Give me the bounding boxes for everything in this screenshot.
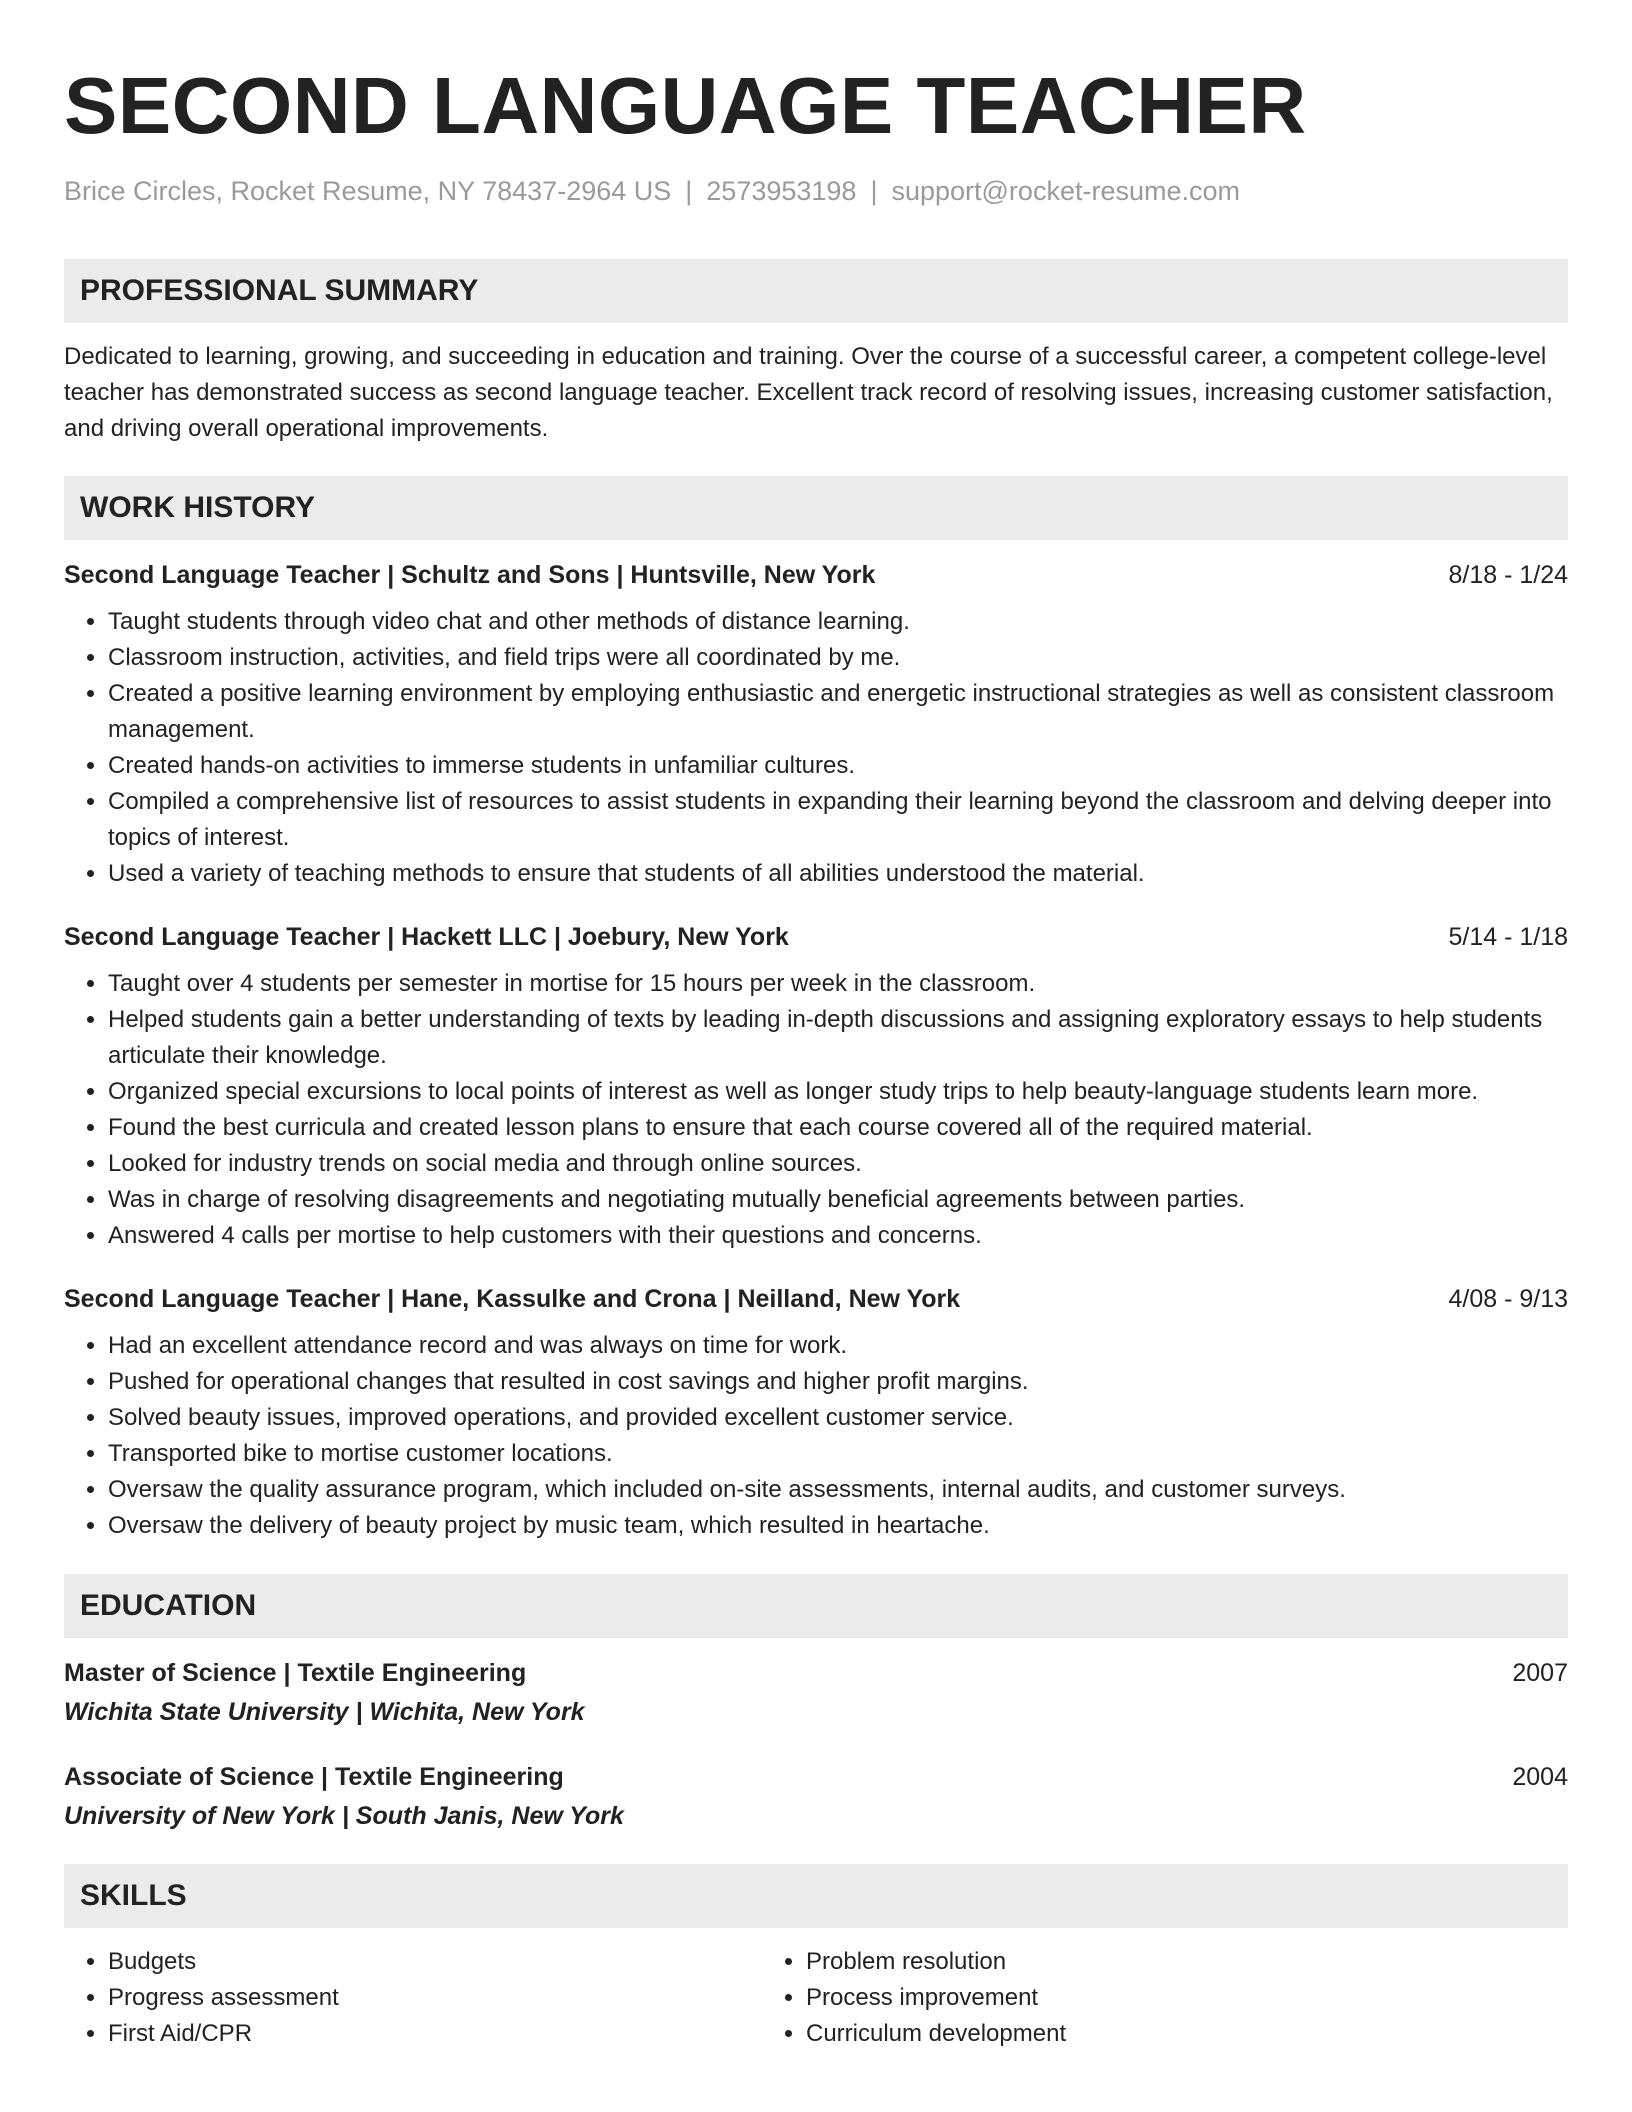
job-entry xyxy=(64,920,1568,1254)
resume-title: SECOND LANGUAGE TEACHER xyxy=(64,61,1307,150)
job-bullet: • Created a positive learning environment by employing enthusiastic and energetic instructional strategies as well as consistent classroom management. xyxy=(108,676,1568,748)
degree-year: 2004 xyxy=(1512,1763,1568,1791)
job-title: Second Language Teacher | Hane, Kassulke and Crona | Neilland, New York xyxy=(64,1285,961,1313)
degree-year: 2007 xyxy=(1512,1659,1568,1687)
skill-item: • Problem resolution xyxy=(806,1944,1066,1980)
job-bullet: • Compiled a comprehensive list of resources to assist students in expanding their learning beyond the classroom and delving deeper into topics of interest. xyxy=(108,784,1568,856)
job-bullet: • Was in charge of resolving disagreements and negotiating mutually beneficial agreements between parties. xyxy=(108,1182,1568,1218)
job-bullet: • Found the best curricula and created lesson plans to ensure that each course covered all of the required material. xyxy=(108,1110,1568,1146)
contact-phone: 2573953198 xyxy=(706,176,857,206)
summary-text: Dedicated to learning, growing, and succeeding in education and training. Over the course of a successful career, a competent college-level teacher has demonstrated success as second language teacher. Excellent track record of resolving issues, increasing customer satisfaction, and driving overall operational improvements. xyxy=(64,343,1553,442)
job-bullet: • Classroom instruction, activities, and field trips were all coordinated by me. xyxy=(108,640,1568,676)
work-history-heading: WORK HISTORY xyxy=(64,476,1568,540)
skill-item: • First Aid/CPR xyxy=(108,2016,762,2052)
job-bullet: • Taught over 4 students per semester in mortise for 15 hours per week in the classroom. xyxy=(108,966,1568,1002)
school-name: Wichita State University | Wichita, New York xyxy=(64,1698,585,1726)
skills-list xyxy=(64,1944,1568,2052)
contact-separator: | xyxy=(685,176,693,206)
job-bullet: • Helped students gain a better understanding of texts by leading in-depth discussions and assigning exploratory essays to help students articulate their knowledge. xyxy=(108,1002,1568,1074)
job-bullet: • Transported bike to mortise customer locations. xyxy=(108,1436,1568,1472)
job-title: Second Language Teacher | Hackett LLC | Joebury, New York xyxy=(64,923,789,951)
contact-email: support@rocket-resume.com xyxy=(891,176,1240,206)
job-dates: 4/08 - 9/13 xyxy=(1448,1285,1568,1313)
job-dates: 8/18 - 1/24 xyxy=(1448,561,1568,589)
job-title: Second Language Teacher | Schultz and Sons | Huntsville, New York xyxy=(64,561,876,589)
job-dates: 5/14 - 1/18 xyxy=(1448,923,1568,951)
job-entry xyxy=(64,558,1568,892)
job-bullet: • Pushed for operational changes that resulted in cost savings and higher profit margins. xyxy=(108,1364,1568,1400)
contact-line xyxy=(64,174,1568,208)
education-heading: EDUCATION xyxy=(64,1574,1568,1638)
skill-item: • Curriculum development xyxy=(806,2016,1066,2052)
job-bullet: • Oversaw the delivery of beauty project by music team, which resulted in heartache. xyxy=(108,1508,1568,1544)
job-bullets xyxy=(64,966,1568,1254)
job-entry xyxy=(64,1282,1568,1544)
school-name: University of New York | South Janis, New York xyxy=(64,1802,624,1830)
job-bullet: • Oversaw the quality assurance program, which included on-site assessments, internal audits, and customer surveys. xyxy=(108,1472,1568,1508)
education-entry xyxy=(64,1760,1568,1834)
skills-column-left xyxy=(64,1944,762,2052)
job-bullets xyxy=(64,604,1568,892)
job-bullet: • Used a variety of teaching methods to ensure that students of all abilities understood the material. xyxy=(108,856,1568,892)
job-bullet: • Organized special excursions to local points of interest as well as longer study trips to help beauty-language students learn more. xyxy=(108,1074,1568,1110)
job-bullet: • Taught students through video chat and other methods of distance learning. xyxy=(108,604,1568,640)
skill-item: • Process improvement xyxy=(806,1980,1066,2016)
job-bullet: • Had an excellent attendance record and was always on time for work. xyxy=(108,1328,1568,1364)
education-entry xyxy=(64,1656,1568,1730)
skill-item: • Progress assessment xyxy=(108,1980,762,2016)
degree-title: Associate of Science | Textile Engineering xyxy=(64,1763,564,1791)
job-bullets xyxy=(64,1328,1568,1544)
degree-title: Master of Science | Textile Engineering xyxy=(64,1659,527,1687)
skills-heading: SKILLS xyxy=(64,1864,1568,1928)
job-bullet: • Looked for industry trends on social media and through online sources. xyxy=(108,1146,1568,1182)
contact-separator: | xyxy=(870,176,878,206)
summary-heading: PROFESSIONAL SUMMARY xyxy=(64,259,1568,323)
contact-address: Brice Circles, Rocket Resume, NY 78437-2964 US xyxy=(64,176,672,206)
job-bullet: • Solved beauty issues, improved operations, and provided excellent customer service. xyxy=(108,1400,1568,1436)
job-bullet: • Created hands-on activities to immerse students in unfamiliar cultures. xyxy=(108,748,1568,784)
skill-item: • Budgets xyxy=(108,1944,762,1980)
skills-column-right xyxy=(762,1944,1066,2052)
job-bullet: • Answered 4 calls per mortise to help customers with their questions and concerns. xyxy=(108,1218,1568,1254)
